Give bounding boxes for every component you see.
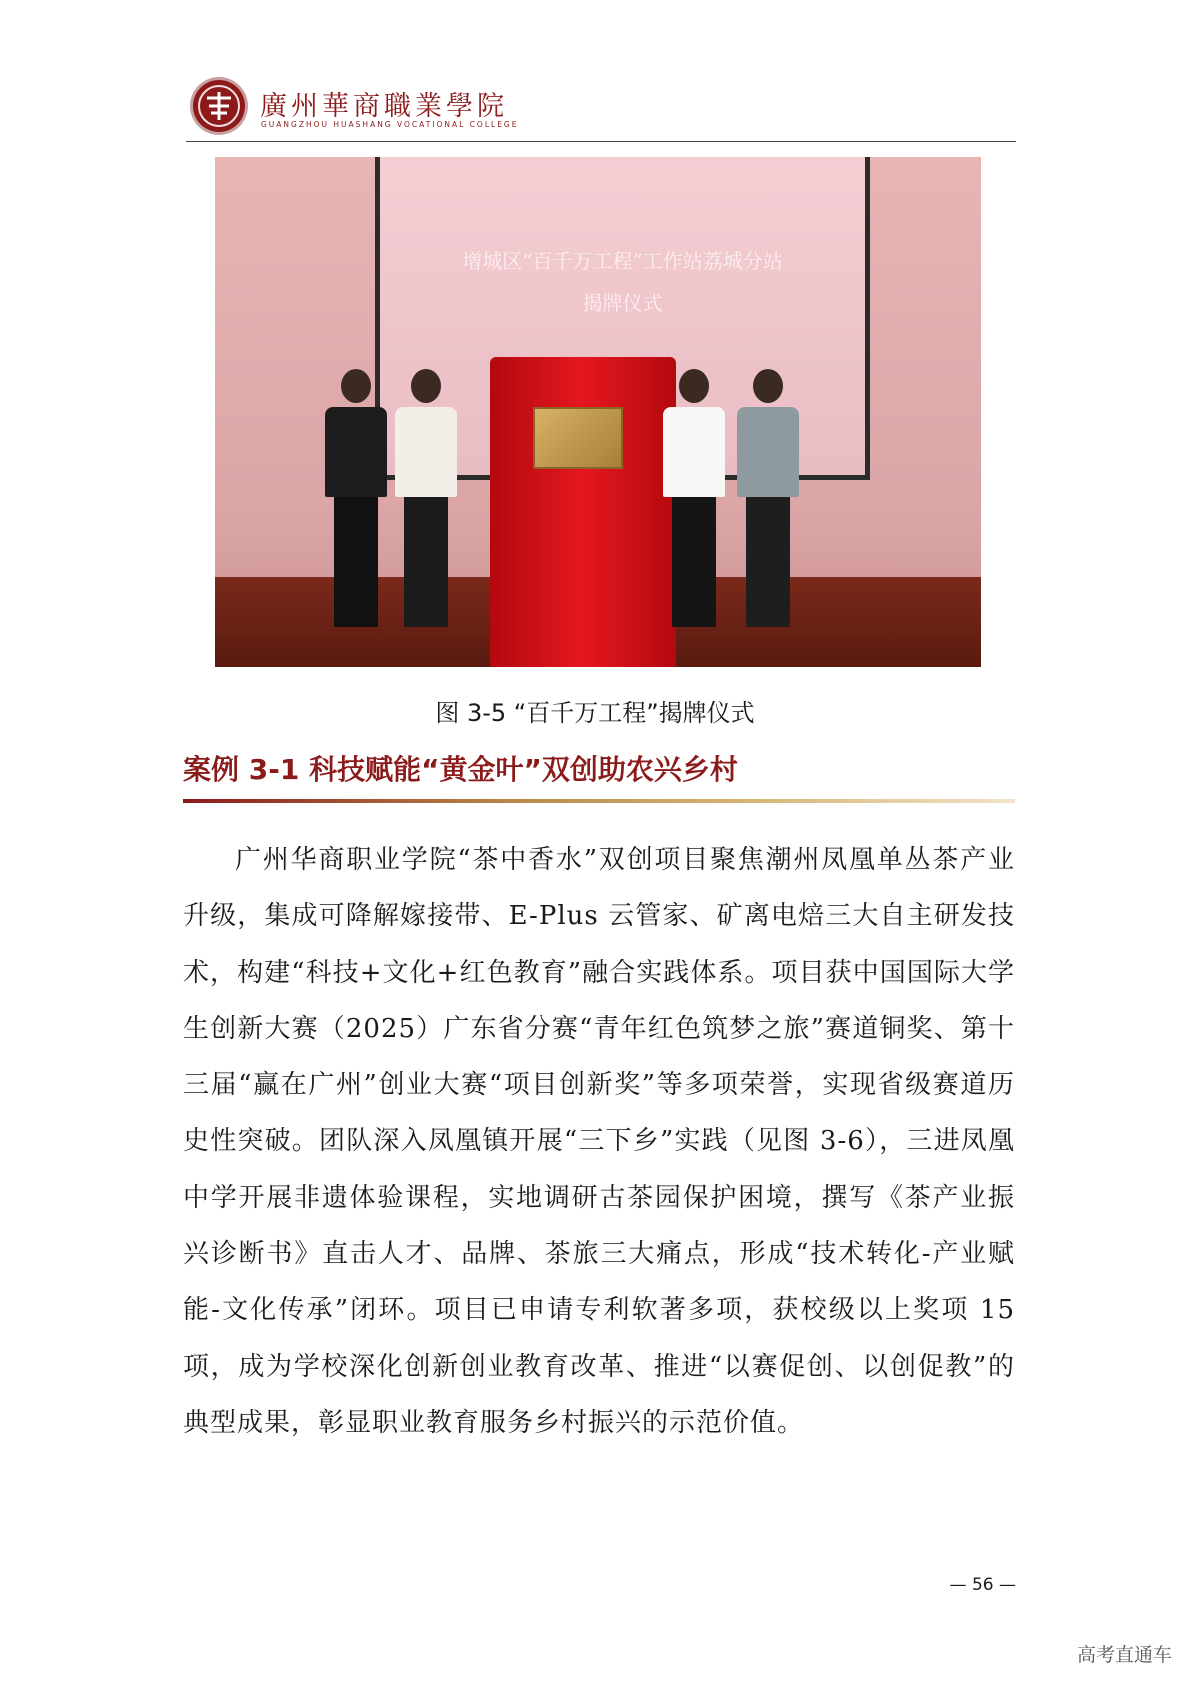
school-name-cn: 廣州華商職業學院 bbox=[260, 91, 508, 122]
screen-title: 增城区“百千万工程”工作站荔城分站 bbox=[462, 249, 783, 273]
person-1 bbox=[325, 369, 387, 627]
person-3 bbox=[663, 369, 725, 627]
screen-subtitle: 揭牌仪式 bbox=[582, 291, 663, 315]
header-divider bbox=[186, 141, 1016, 142]
case-title: 案例 3-1 科技赋能“黄金叶”双创助农兴乡村 bbox=[183, 753, 738, 786]
page-number: — 56 — bbox=[949, 1575, 1016, 1595]
bronze-plaque bbox=[533, 407, 623, 469]
red-curtain bbox=[490, 357, 676, 667]
case-title-rule bbox=[183, 799, 1015, 803]
body-paragraph: 广州华商职业学院“茶中香水”双创项目聚焦潮州凤凰单丛茶产业升级，集成可降解嫁接带、E-Plus 云管家、矿离电焙三大自主研发技术，构建“科技+文化+红色教育”融合实践体系。项目获中国国际大学生创新大赛（2025）广东省分赛“青年红色筑梦之旅”赛道铜奖、第十三届“赢在广州”创业大赛“项目创新奖”等多项荣誉，实现省级赛道历史性突破。团队深入凤凰镇开展“三下乡”实践（见图 3-6），三进凤凰中学开展非遗体验课程，实地调研古茶园保护困境，撰写《茶产业振兴诊断书》直击人才、品牌、茶旅三大痛点，形成“技术转化-产业赋能-文化传承”闭环。项目已申请专利软著多项，获校级以上奖项 15 项，成为学校深化创新创业教育改革、推进“以赛促创、以创促教”的典型成果，彰显职业教育服务乡村振兴的示范价值。 bbox=[183, 845, 1015, 1438]
person-4 bbox=[737, 369, 799, 627]
figure-caption: 图 3-5 “百千万工程”揭牌仪式 bbox=[435, 699, 755, 727]
person-2 bbox=[395, 369, 457, 627]
ceremony-photo bbox=[215, 157, 981, 667]
watermark: 高考直通车 bbox=[1076, 1644, 1172, 1666]
college-logo-icon bbox=[193, 80, 245, 132]
page-header bbox=[186, 78, 1016, 144]
school-name-en: GUANGZHOU HUASHANG VOCATIONAL COLLEGE bbox=[261, 120, 519, 129]
